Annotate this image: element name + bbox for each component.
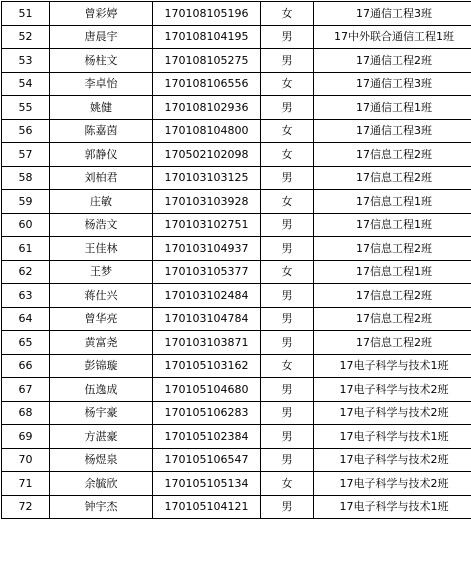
cell-student-name: 杨宇豪: [50, 401, 153, 425]
cell-student-id: 170103102484: [153, 284, 261, 308]
cell-student-name: 杨柱文: [50, 49, 153, 73]
cell-student-name: 曾彩婷: [50, 2, 153, 26]
cell-class: 17电子科学与技术2班: [314, 448, 471, 472]
cell-index: 62: [2, 260, 50, 284]
cell-index: 56: [2, 119, 50, 143]
cell-student-name: 姚健: [50, 96, 153, 120]
cell-gender: 女: [261, 260, 314, 284]
table-row: [2, 284, 471, 308]
cell-student-id: 170103103125: [153, 166, 261, 190]
cell-class: 17信息工程2班: [314, 331, 471, 355]
table-row: [2, 166, 471, 190]
cell-student-id: 170103104784: [153, 307, 261, 331]
cell-student-name: 杨浩文: [50, 213, 153, 237]
table-row: [2, 2, 471, 26]
cell-class: 17通信工程1班: [314, 96, 471, 120]
cell-class: 17信息工程1班: [314, 190, 471, 214]
cell-index: 61: [2, 237, 50, 261]
table-row: [2, 260, 471, 284]
cell-student-id: 170105104121: [153, 495, 261, 519]
cell-gender: 男: [261, 237, 314, 261]
table-row: [2, 237, 471, 261]
cell-student-id: 170105102384: [153, 425, 261, 449]
cell-gender: 女: [261, 143, 314, 167]
table-row: [2, 213, 471, 237]
cell-student-name: 伍逸成: [50, 378, 153, 402]
cell-student-name: 陈嘉茵: [50, 119, 153, 143]
table-row: [2, 378, 471, 402]
cell-index: 72: [2, 495, 50, 519]
cell-class: 17电子科学与技术1班: [314, 495, 471, 519]
cell-class: 17中外联合通信工程1班: [314, 25, 471, 49]
cell-index: 71: [2, 472, 50, 496]
cell-index: 67: [2, 378, 50, 402]
cell-index: 63: [2, 284, 50, 308]
cell-index: 64: [2, 307, 50, 331]
cell-student-name: 刘柏君: [50, 166, 153, 190]
cell-gender: 男: [261, 495, 314, 519]
cell-gender: 男: [261, 425, 314, 449]
cell-gender: 女: [261, 472, 314, 496]
cell-index: 57: [2, 143, 50, 167]
cell-student-id: 170103105377: [153, 260, 261, 284]
cell-student-id: 170103104937: [153, 237, 261, 261]
table-row: [2, 190, 471, 214]
table-row: [2, 49, 471, 73]
cell-student-name: 方湛豪: [50, 425, 153, 449]
cell-gender: 男: [261, 448, 314, 472]
cell-gender: 男: [261, 284, 314, 308]
table-row: [2, 72, 471, 96]
table-row: [2, 354, 471, 378]
cell-student-id: 170108106556: [153, 72, 261, 96]
cell-class: 17信息工程2班: [314, 237, 471, 261]
cell-class: 17电子科学与技术2班: [314, 401, 471, 425]
cell-class: 17信息工程2班: [314, 166, 471, 190]
cell-gender: 男: [261, 307, 314, 331]
cell-student-id: 170105104680: [153, 378, 261, 402]
cell-student-name: 庄敏: [50, 190, 153, 214]
cell-student-name: 蒋仕兴: [50, 284, 153, 308]
cell-student-name: 余毓欣: [50, 472, 153, 496]
table-row: [2, 25, 471, 49]
cell-student-id: 170105105134: [153, 472, 261, 496]
cell-student-id: 170108105196: [153, 2, 261, 26]
cell-gender: 女: [261, 354, 314, 378]
cell-class: 17信息工程2班: [314, 307, 471, 331]
cell-gender: 男: [261, 401, 314, 425]
cell-class: 17电子科学与技术1班: [314, 425, 471, 449]
cell-student-name: 彭锦璇: [50, 354, 153, 378]
table-row: [2, 119, 471, 143]
cell-index: 60: [2, 213, 50, 237]
cell-gender: 女: [261, 2, 314, 26]
cell-gender: 男: [261, 331, 314, 355]
cell-class: 17电子科学与技术1班: [314, 354, 471, 378]
cell-index: 55: [2, 96, 50, 120]
cell-student-id: 170103102751: [153, 213, 261, 237]
cell-gender: 女: [261, 190, 314, 214]
cell-index: 52: [2, 25, 50, 49]
cell-student-name: 王梦: [50, 260, 153, 284]
cell-index: 70: [2, 448, 50, 472]
cell-class: 17信息工程2班: [314, 284, 471, 308]
cell-index: 58: [2, 166, 50, 190]
cell-index: 53: [2, 49, 50, 73]
table-row: [2, 401, 471, 425]
cell-student-id: 170108105275: [153, 49, 261, 73]
cell-student-id: 170108104800: [153, 119, 261, 143]
table-row: [2, 307, 471, 331]
cell-gender: 男: [261, 49, 314, 73]
cell-student-name: 黄富尧: [50, 331, 153, 355]
cell-index: 66: [2, 354, 50, 378]
cell-class: 17信息工程1班: [314, 213, 471, 237]
cell-student-name: 李卓怡: [50, 72, 153, 96]
cell-student-name: 王佳林: [50, 237, 153, 261]
cell-student-name: 唐晨宇: [50, 25, 153, 49]
cell-index: 51: [2, 2, 50, 26]
cell-class: 17电子科学与技术2班: [314, 378, 471, 402]
table-row: [2, 472, 471, 496]
cell-student-id: 170103103871: [153, 331, 261, 355]
table-row: [2, 331, 471, 355]
cell-class: 17信息工程1班: [314, 260, 471, 284]
table-row: [2, 96, 471, 120]
cell-class: 17通信工程3班: [314, 2, 471, 26]
cell-gender: 女: [261, 119, 314, 143]
cell-student-id: 170108104195: [153, 25, 261, 49]
cell-index: 59: [2, 190, 50, 214]
cell-student-name: 钟宇杰: [50, 495, 153, 519]
cell-gender: 男: [261, 96, 314, 120]
cell-class: 17通信工程2班: [314, 49, 471, 73]
cell-student-name: 杨煜泉: [50, 448, 153, 472]
student-roster-table: [1, 1, 471, 519]
cell-student-id: 170105106283: [153, 401, 261, 425]
cell-index: 65: [2, 331, 50, 355]
cell-index: 69: [2, 425, 50, 449]
table-row: [2, 143, 471, 167]
cell-student-id: 170105106547: [153, 448, 261, 472]
table-row: [2, 425, 471, 449]
cell-student-id: 170105103162: [153, 354, 261, 378]
cell-student-id: 170502102098: [153, 143, 261, 167]
cell-index: 68: [2, 401, 50, 425]
cell-gender: 男: [261, 166, 314, 190]
roster-body: [2, 2, 471, 519]
cell-student-id: 170108102936: [153, 96, 261, 120]
cell-class: 17通信工程3班: [314, 72, 471, 96]
cell-class: 17电子科学与技术2班: [314, 472, 471, 496]
cell-student-id: 170103103928: [153, 190, 261, 214]
cell-gender: 男: [261, 378, 314, 402]
cell-class: 17信息工程2班: [314, 143, 471, 167]
cell-student-name: 曾华亮: [50, 307, 153, 331]
cell-index: 54: [2, 72, 50, 96]
cell-gender: 女: [261, 72, 314, 96]
cell-class: 17通信工程3班: [314, 119, 471, 143]
cell-student-name: 郭静仪: [50, 143, 153, 167]
table-row: [2, 495, 471, 519]
cell-gender: 男: [261, 213, 314, 237]
table-row: [2, 448, 471, 472]
cell-gender: 男: [261, 25, 314, 49]
